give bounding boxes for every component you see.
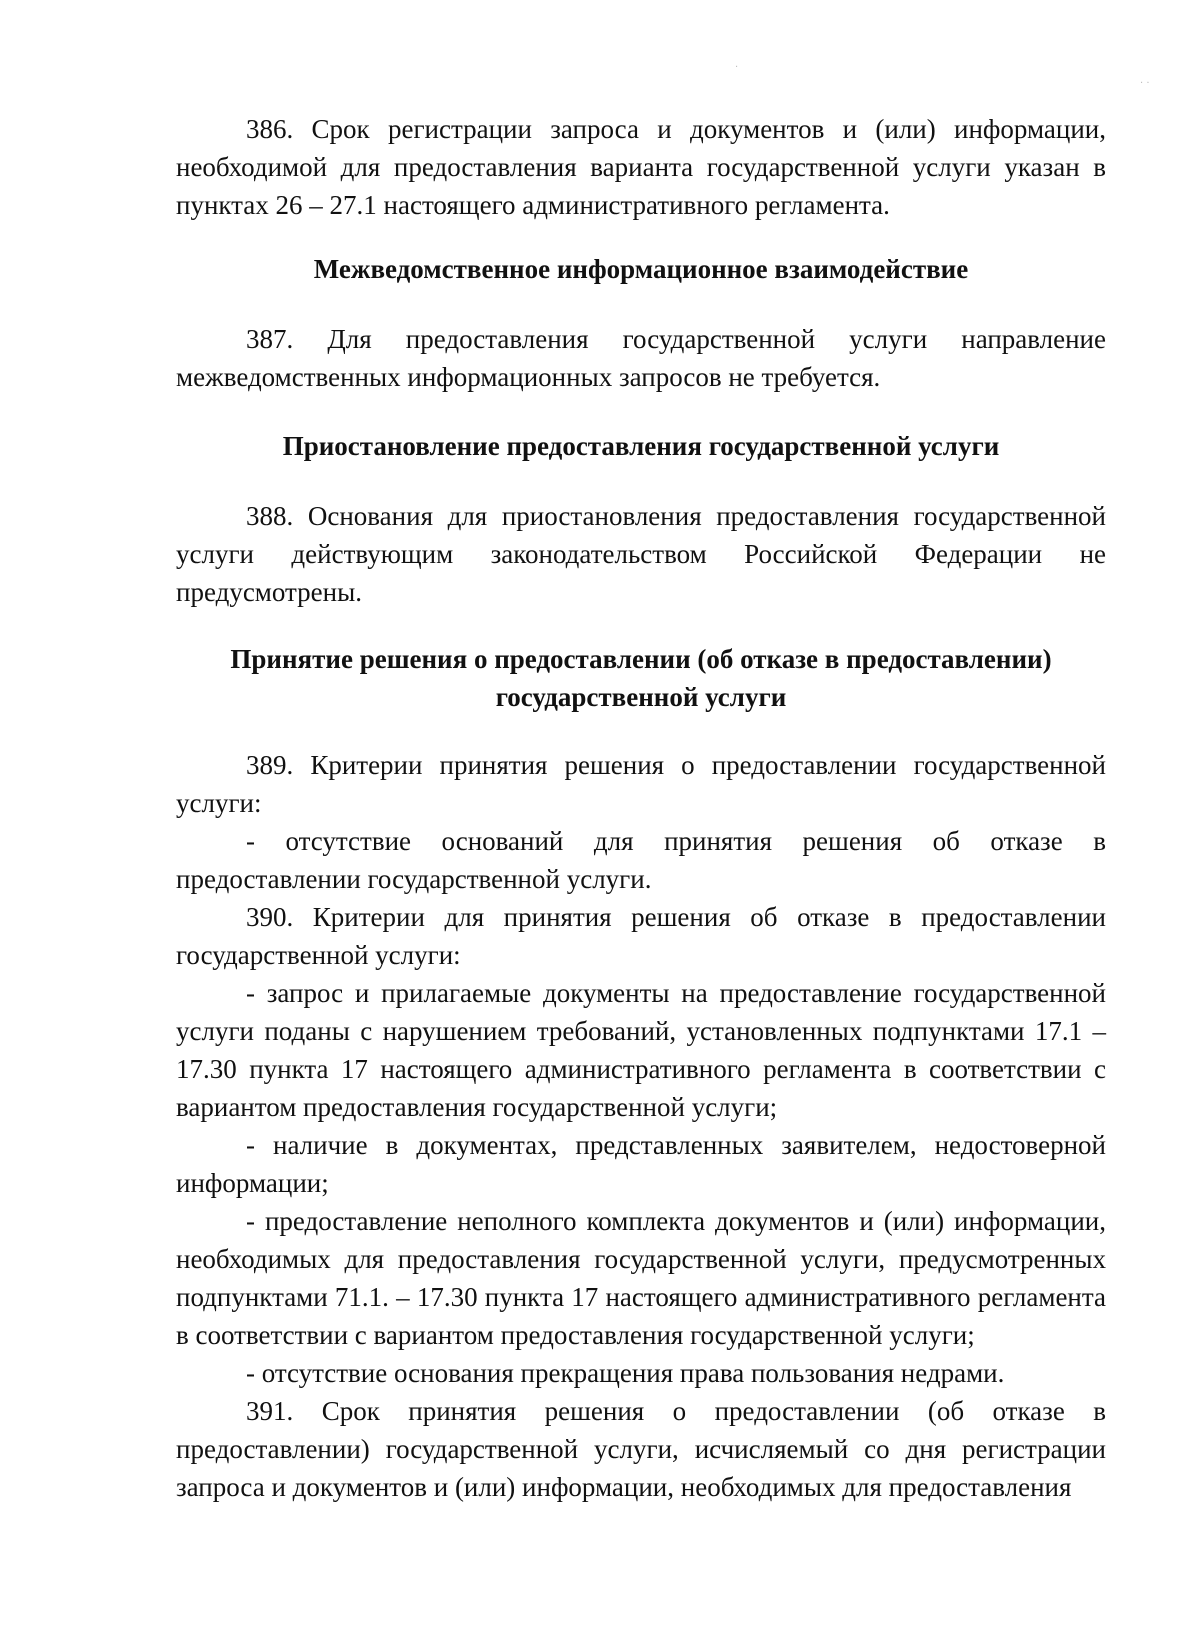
heading-decision-line1: Принятие решения о предоставлении (об отказе в предоставлении)	[230, 644, 1052, 674]
heading-suspension-text: Приостановление предоставления государственной услуги	[282, 431, 1000, 461]
paragraph-389-item-1: - отсутствие оснований для принятия решения об отказе в предоставлении государственной услуги.	[176, 826, 1106, 894]
paragraph-390-item-1: - запрос и прилагаемые документы на предоставление государственной услуги поданы с нарушением требований, установленных подпунктами 17.1 – 17.30 пункта 17 настоящего административного регламента в соответствии с вариантом предоставления государственной услуги;	[176, 978, 1106, 1122]
heading-interagency-text: Межведомственное информационное взаимодействие	[313, 254, 969, 284]
heading-suspension	[176, 427, 1106, 465]
paragraphs-389-391-block	[176, 746, 1106, 1506]
heading-interagency	[176, 250, 1106, 288]
paragraph-390-item-2: - наличие в документах, представленных заявителем, недостоверной информации;	[176, 1130, 1106, 1198]
scan-speck: · ·	[1140, 78, 1150, 89]
paragraph-389: 389. Критерии принятия решения о предоставлении государственной услуги:	[176, 750, 1106, 818]
paragraph-388-block	[176, 497, 1106, 611]
paragraph-386: 386. Срок регистрации запроса и документов и (или) информации, необходимой для предоставления варианта государственной услуги указан в пунктах 26 – 27.1 настоящего административного регламента.	[176, 114, 1106, 220]
heading-decision	[176, 640, 1106, 716]
paragraph-388: 388. Основания для приостановления предоставления государственной услуги действующим законодательством Российской Федерации не предусмотрены.	[176, 501, 1106, 607]
paragraph-390-item-4: - отсутствие основания прекращения права пользования недрами.	[246, 1358, 1005, 1388]
paragraph-391: 391. Срок принятия решения о предоставлении (об отказе в предоставлении) государственной услуги, исчисляемый со дня регистрации запроса и документов и (или) информации, необходимых для предоставления	[176, 1396, 1106, 1502]
paragraph-386-block	[176, 110, 1106, 224]
scan-speck: ·	[735, 62, 739, 73]
paragraph-390: 390. Критерии для принятия решения об отказе в предоставлении государственной услуги:	[176, 902, 1106, 970]
heading-decision-line2: государственной услуги	[495, 682, 787, 712]
paragraph-387: 387. Для предоставления государственной услуги направление межведомственных информационных запросов не требуется.	[176, 324, 1106, 392]
paragraph-390-item-3: - предоставление неполного комплекта документов и (или) информации, необходимых для предоставления государственной услуги, предусмотренных подпунктами 71.1. – 17.30 пункта 17 настоящего административного регламента в соответствии с вариантом предоставления государственной услуги;	[176, 1206, 1106, 1350]
paragraph-387-block	[176, 320, 1106, 396]
